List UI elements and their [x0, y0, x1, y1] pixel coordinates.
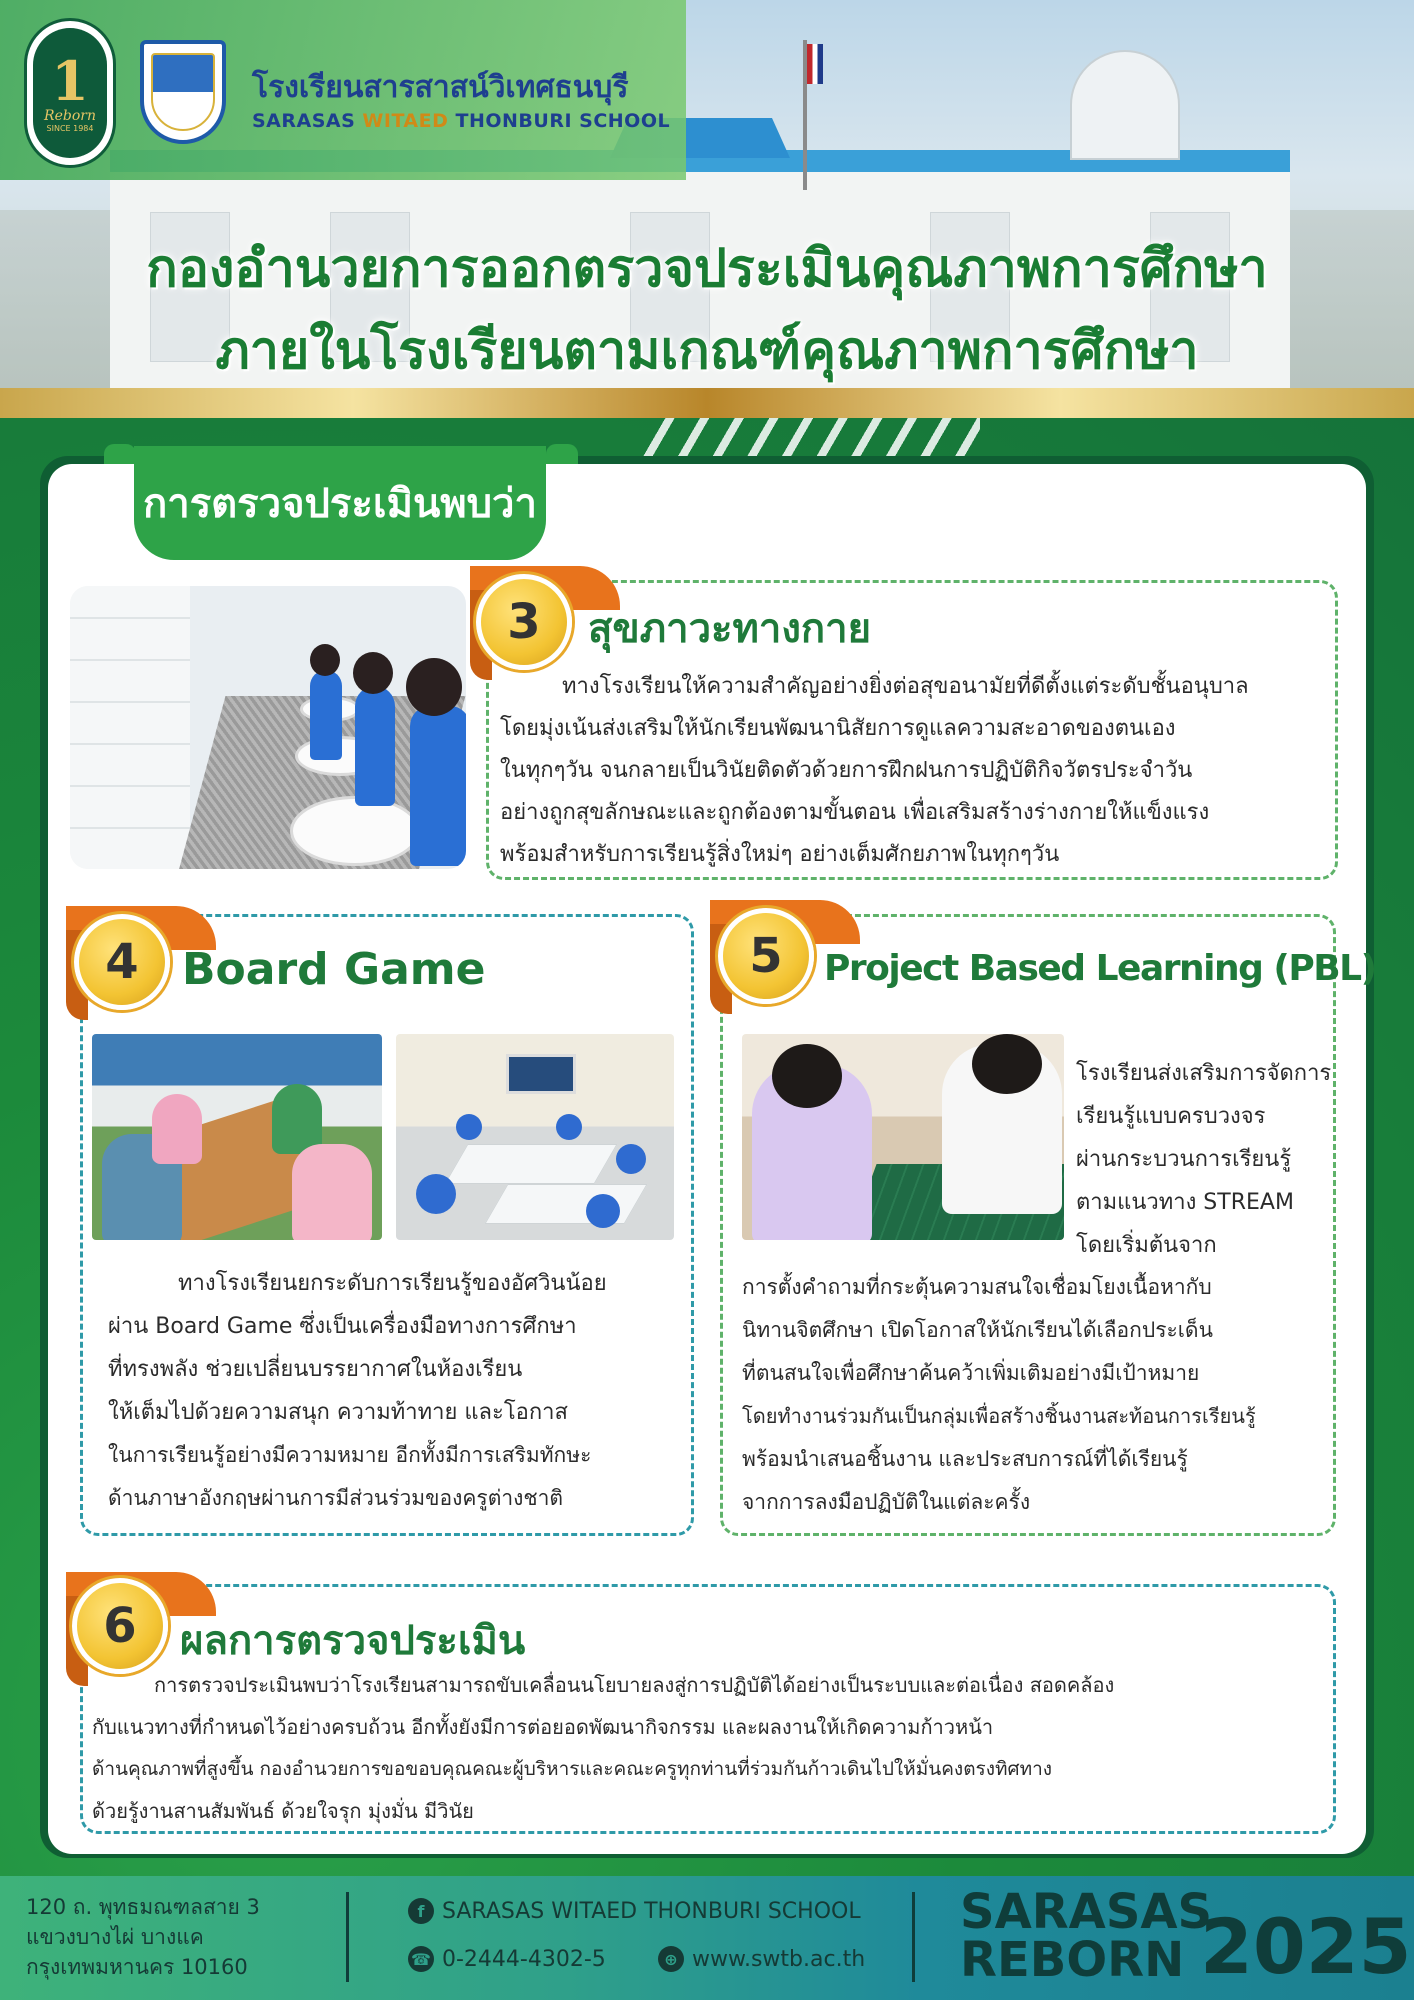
- decorative-stripes: [640, 418, 980, 458]
- findings-tab-title: การตรวจประเมินพบว่า: [134, 446, 546, 560]
- section-5-text: การตั้งคำถามที่กระตุ้นความสนใจเชื่อมโยงเนื้อหากับ นิทานจิตศึกษา เปิดโอกาสให้นักเรียนได้เลือกประเด็น ที่ตนสนใจเพื่อศึกษาค้นคว้าเพิ่มเติมอย่างมีเป้าหมาย โดยทำงานร่วมกันเป็นกลุ่มเพื่อสร้างชิ้นงานสะท้อนการเรียนรู้ พร้อมนำเสนอชิ้นงาน และประสบการณ์ที่ได้เรียนรู้ จากการลงมือปฏิบัติในแต่ละครั้ง: [742, 1275, 1256, 1514]
- facebook-icon: f: [408, 1898, 434, 1924]
- section-6-title: ผลการตรวจประเมิน: [180, 1618, 526, 1664]
- globe-icon: ⊕: [658, 1946, 684, 1972]
- section-4-text: ทางโรงเรียนยกระดับการเรียนรู้ของอัศวินน้อย ผ่าน Board Game ซึ่งเป็นเครื่องมือทางการศึกษา ที่ทรงพลัง ช่วยเปลี่ยนบรรยากาศในห้องเรียน ให้เต็มไปด้วยความสนุก ความท้าทาย และโอกาส ในการเรียนรู้อย่างมีความหมาย อีกทั้งมีการเสริมทักษะ ด้านภาษาอังกฤษผ่านการมีส่วนร่วมของครูต่างชาติ: [108, 1271, 607, 1510]
- handwashing-photo: [70, 586, 466, 869]
- school-name-english: SARASAS WITAED THONBURI SCHOOL: [252, 110, 671, 132]
- phone-number[interactable]: ☎ 0-2444-4302-5: [408, 1946, 606, 1972]
- board-game-photo-2: [396, 1034, 674, 1240]
- pbl-photo: [742, 1034, 1064, 1240]
- board-game-photo-1: [92, 1034, 382, 1240]
- gold-divider: [0, 388, 1414, 418]
- reborn-logo: 1 Reborn SINCE 1984: [24, 18, 116, 168]
- section-4-title: Board Game: [182, 944, 486, 995]
- school-name-thai: โรงเรียนสารสาสน์วิเทศธนบุรี: [252, 70, 629, 105]
- title-line-2: ภายในโรงเรียนตามเกณฑ์คุณภาพการศึกษา: [215, 321, 1199, 381]
- school-address: 120 ถ. พุทธมณฑลสาย 3 แขวงบางไผ่ บางแค กรุงเทพมหานคร 10160: [26, 1895, 260, 1979]
- section-5-number-badge: 5: [718, 908, 814, 1004]
- school-crest-logo: [140, 40, 226, 144]
- section-5-side-text: โรงเรียนส่งเสริมการจัดการ เรียนรู้แบบครบวงจร ผ่านกระบวนการเรียนรู้ ตามแนวทาง STREAM โดยเริ่มต้นจาก: [1076, 1061, 1332, 1258]
- section-6-text: การตรวจประเมินพบว่าโรงเรียนสามารถขับเคลื่อนนโยบายลงสู่การปฏิบัติได้อย่างเป็นระบบและต่อเนื่อง สอดคล้อง กับแนวทางที่กำหนดไว้อย่างครบถ้วน อีกทั้งยังมีการต่อยอดพัฒนากิจกรรม และผลงานให้เกิดความก้าวหน้า ด้านคุณภาพที่สูงขึ้น กองอำนวยการขอขอบคุณคณะผู้บริหารและคณะครูทุกท่านที่ร่วมกันก้าวเดินไปให้มั่นคงตรงทิศทาง ด้วยรู้งานสานสัมพันธ์ ด้วยใจรุก มุ่งมั่น มีวินัย: [92, 1673, 1115, 1823]
- footer: [0, 1876, 1414, 2000]
- page-title: [0, 228, 1414, 390]
- dome: [1070, 50, 1180, 160]
- header-banner: [0, 0, 1414, 390]
- title-line-1: กองอำนวยการออกตรวจประเมินคุณภาพการศึกษา: [146, 239, 1268, 299]
- section-3-number-badge: 3: [476, 574, 572, 670]
- section-3-title: สุขภาวะทางกาย: [588, 606, 872, 652]
- section-3-text: ทางโรงเรียนให้ความสำคัญอย่างยิ่งต่อสุขอนามัยที่ดีตั้งแต่ระดับชั้นอนุบาล โดยมุ่งเน้นส่งเสริมให้นักเรียนพัฒนานิสัยการดูแลความสะอาดของตนเอง ในทุกๆวัน จนกลายเป็นวินัยติดตัวด้วยการฝึกฝนการปฏิบัติกิจวัตรประจำวัน อย่างถูกสุขลักษณะและถูกต้องตามขั้นตอน เพื่อเสริมสร้างร่างกายให้แข็งแรง พร้อมสำหรับการเรียนรู้สิ่งใหม่ๆ อย่างเต็มศักยภาพในทุกๆวัน: [500, 674, 1249, 867]
- phone-icon: ☎: [408, 1946, 434, 1972]
- sarasas-reborn-brand: SARASAS REBORN: [960, 1884, 1213, 1988]
- section-6-number-badge: 6: [72, 1578, 168, 1674]
- section-5-title: Project Based Learning (PBL): [824, 948, 1376, 989]
- website-link[interactable]: ⊕ www.swtb.ac.th: [658, 1946, 865, 1972]
- brand-year: 2025: [1200, 1902, 1412, 1991]
- facebook-link[interactable]: f SARASAS WITAED THONBURI SCHOOL: [408, 1898, 861, 1924]
- section-4-number-badge: 4: [74, 914, 170, 1010]
- thai-flag-icon: [807, 44, 823, 84]
